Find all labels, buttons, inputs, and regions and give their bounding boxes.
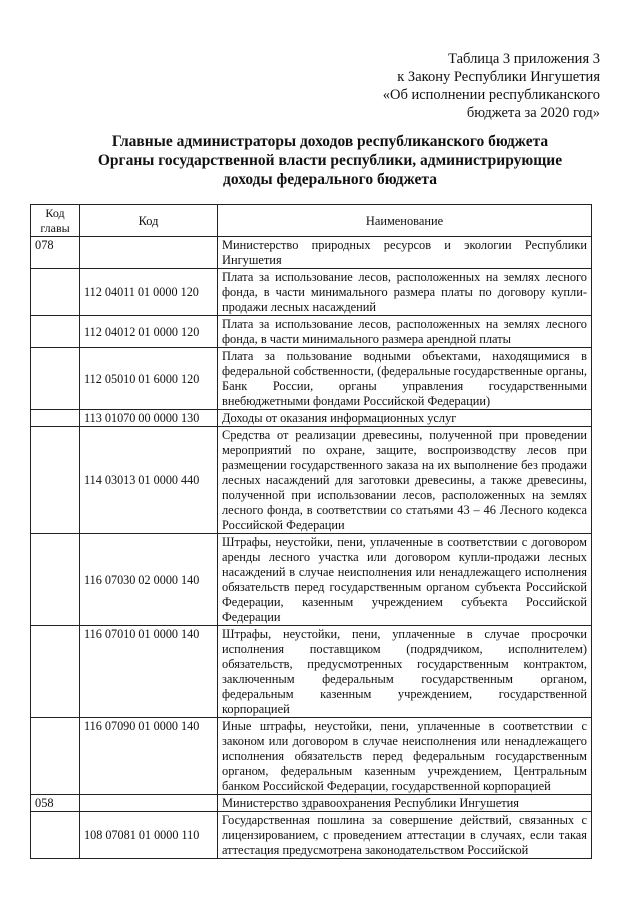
- chapter-cell: [31, 410, 80, 427]
- name-cell: Средства от реализации древесины, полученной при проведении мероприятий по охране, защите, воспроизводству лесов при размещении государственного заказа на их выполнение без продажи лесных насаждений для заготовки древесины, а также древесины, полученной при использовании лесов, расположенных на землях лесного фонда, в соответствии со статьями 43 – 46 Лесного кодекса Российской Федерации: [218, 427, 592, 534]
- title-line: Органы государственной власти республики, администрирующие: [97, 152, 563, 169]
- name-cell: Штрафы, неустойки, пени, уплаченные в соответствии с договором аренды лесного участка или договором купли-продажи лесных насаждений в случае неисполнения или ненадлежащего исполнения обязательств перед государственным органом субъекта Российской Федерации, казенным учреждением субъекта Российской Федерации: [218, 534, 592, 626]
- appendix-header: [300, 50, 600, 122]
- chapter-cell: [31, 348, 80, 410]
- table-header-row: [31, 205, 592, 237]
- header-line: Таблица 3 приложения 3: [448, 51, 600, 67]
- code-cell: 112 04011 01 0000 120: [80, 269, 218, 316]
- chapter-cell: [31, 812, 80, 859]
- code-cell: 116 07090 01 0000 140: [80, 718, 218, 795]
- chapter-cell: [31, 718, 80, 795]
- table-row: [31, 410, 592, 427]
- revenue-administrators-table: [30, 204, 592, 859]
- table-row: [31, 534, 592, 626]
- title-line: доходы федерального бюджета: [223, 171, 437, 188]
- code-cell: [80, 237, 218, 269]
- code-cell: 114 03013 01 0000 440: [80, 427, 218, 534]
- code-cell: 113 01070 00 0000 130: [80, 410, 218, 427]
- table-row: [31, 269, 592, 316]
- name-cell: Штрафы, неустойки, пени, уплаченные в случае просрочки исполнения поставщиком (подрядчиком, исполнителем) обязательств, предусмотренных государственным контрактом, заключенным федеральным государственным органом, федеральным казенным учреждением, государственной корпорацией: [218, 626, 592, 718]
- table-row: [31, 626, 592, 718]
- chapter-cell: 078: [31, 237, 80, 269]
- table-row: [31, 812, 592, 859]
- code-cell: 112 04012 01 0000 120: [80, 316, 218, 348]
- name-cell: Плата за пользование водными объектами, находящимися в федеральной собственности, (федеральные государственные органы, Банк России, органы управления государственными внебюджетными фондами Российской Федерации): [218, 348, 592, 410]
- code-cell: 112 05010 01 6000 120: [80, 348, 218, 410]
- header-line: бюджета за 2020 год»: [466, 105, 600, 121]
- chapter-cell: [31, 427, 80, 534]
- code-cell: [80, 795, 218, 812]
- table-row: [31, 718, 592, 795]
- table-row: [31, 316, 592, 348]
- header-line: «Об исполнении республиканского: [382, 87, 600, 103]
- header-line: к Закону Республики Ингушетия: [397, 69, 600, 85]
- chapter-cell: [31, 316, 80, 348]
- title-line: Главные администраторы доходов республиканского бюджета: [111, 133, 549, 150]
- column-header-name: Наименование: [218, 205, 592, 237]
- code-cell: 116 07030 02 0000 140: [80, 534, 218, 626]
- column-header-chapter: Код главы: [31, 205, 80, 237]
- name-cell: Иные штрафы, неустойки, пени, уплаченные в соответствии с законом или договором в случае неисполнения или ненадлежащего исполнения обязательств перед федеральным государственным органом, федеральным казенным учреждением, Центральным банком Российской Федерации, государственной корпорацией: [218, 718, 592, 795]
- code-cell: 116 07010 01 0000 140: [80, 626, 218, 718]
- name-cell: Государственная пошлина за совершение действий, связанных с лицензированием, с проведением аттестации в случаях, если такая аттестация предусмотрена законодательством Российской: [218, 812, 592, 859]
- name-cell: Доходы от оказания информационных услуг: [218, 410, 592, 427]
- column-header-code: Код: [80, 205, 218, 237]
- table-row: [31, 348, 592, 410]
- chapter-cell: [31, 534, 80, 626]
- name-cell: Министерство природных ресурсов и экологии Республики Ингушетия: [218, 237, 592, 269]
- chapter-cell: [31, 269, 80, 316]
- table-row: [31, 427, 592, 534]
- name-cell: Плата за использование лесов, расположенных на землях лесного фонда, в части минимального размера платы по договору купли-продажи лесных насаждений: [218, 269, 592, 316]
- table-row: [31, 237, 592, 269]
- document-title: [40, 132, 620, 189]
- name-cell: Министерство здравоохранения Республики Ингушетия: [218, 795, 592, 812]
- chapter-cell: [31, 626, 80, 718]
- chapter-cell: 058: [31, 795, 80, 812]
- table-row: [31, 795, 592, 812]
- code-cell: 108 07081 01 0000 110: [80, 812, 218, 859]
- name-cell: Плата за использование лесов, расположенных на землях лесного фонда, в части минимального размера арендной платы: [218, 316, 592, 348]
